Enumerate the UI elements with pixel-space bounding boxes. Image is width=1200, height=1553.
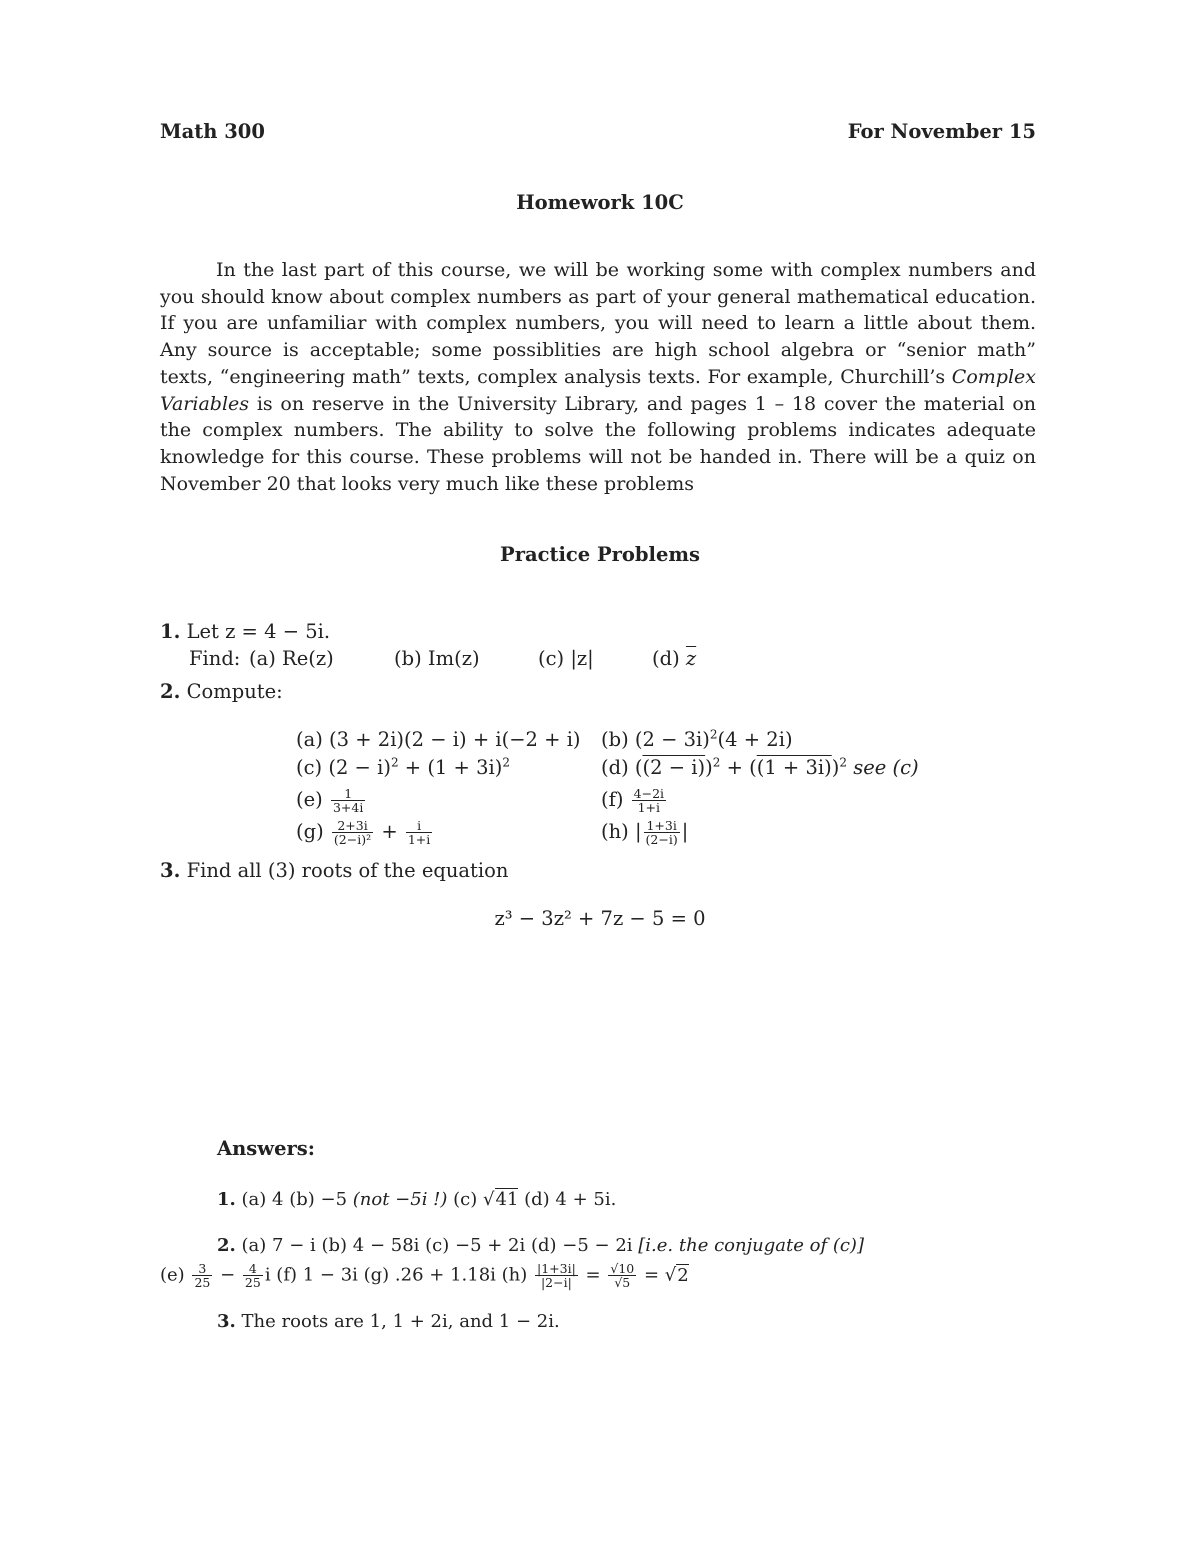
compute-f: (f) $\frac{4-2i}{1+i}$ — [601, 786, 665, 815]
compute-c: (c) $(2 - i)^2 + (1 + 3i)^2$ — [296, 755, 510, 779]
answer-2-line-1: 2. (a) 7 − i (b) 4 − 58i (c) −5 + 2i (d) −5 − 2i [i.e. the conjugate of (c)] — [217, 1235, 864, 1256]
answer-1: 1. (a) 4 (b) −5 (not −5i !) (c) √41 (d) 4 + 5i. — [217, 1189, 617, 1210]
problem-text: Compute: — [186, 680, 283, 703]
due-date: For November 15 — [847, 120, 1036, 143]
course-label: Math 300 — [160, 120, 265, 143]
compute-b: (b) $(2 - 3i)^2(4 + 2i)$ — [601, 727, 793, 751]
part-d: (d) $\overline{z}$ — [652, 647, 697, 670]
section-title: Practice Problems — [500, 543, 700, 566]
problem-number: 1. — [160, 620, 181, 643]
part-c: (c) |z| — [538, 647, 594, 670]
compute-h: (h) | $\frac{1+3i}{(2-i)}$ | — [601, 818, 689, 847]
part-b: (b) Im(z) — [394, 647, 480, 670]
compute-g: (g) $\frac{2+3i}{\text{(2−i)²}}$ + $\frac{i}{1+i}$ — [296, 818, 431, 847]
part-a: (a) Re(z) — [249, 647, 334, 670]
find-label: Find: — [189, 647, 241, 670]
problem-text: Let z = 4 − 5i. — [186, 620, 331, 643]
problem-3 — [160, 858, 508, 884]
compute-d: (d) $((2 - i))^2 + ((1 + 3i))^2$ see (c) — [601, 755, 919, 779]
conjugate-note: [i.e. the conjugate of (c)] — [638, 1235, 864, 1256]
book-title: Complex Variables — [160, 365, 1036, 415]
problem-number: 2. — [160, 680, 181, 703]
compute-a: (a) (3 + 2i)(2 − i) + i(−2 + i) — [296, 728, 581, 751]
not-note: (not −5i !) — [352, 1189, 448, 1210]
intro-text-2: is on reserve in the University Library, and pages 1 – 18 cover the material on the complex numbers. The ability to solve the following problems indicates adequate knowledge for this course. These problems will not be handed in. There will be a quiz on November 20 that looks very much like these problems — [160, 392, 1036, 495]
answer-2-line-2: (e) $\frac{3}{25}$ − $\frac{4}{25}$ i (f) 1 − 3i (g) .26 + 1.18i (h) $\frac{|1+3i|}{|2-i|}$ = $\frac{√10}{√5}$ = √2 — [160, 1261, 689, 1290]
answer-3: 3. The roots are 1, 1 + 2i, and 1 − 2i. — [217, 1311, 560, 1332]
intro-paragraph — [160, 257, 1036, 497]
intro-text-1: In the last part of this course, we will be working some with complex numbers and you should know about complex numbers as part of your general mathematical education. If you are unfamiliar with complex numbers, you will need to learn a little about them. Any source is acceptable; some possiblities are high school algebra or “senior math” texts, “engineering math” texts, complex analysis texts. For example, Churchill’s — [160, 259, 1036, 388]
problem-text: Find all (3) roots of the equation — [186, 859, 509, 882]
answers-title: Answers: — [217, 1137, 315, 1160]
see-c-note: see (c) — [853, 756, 919, 779]
cubic-equation: z³ − 3z² + 7z − 5 = 0 — [494, 907, 706, 930]
problem-2 — [160, 679, 283, 705]
problem-1 — [160, 619, 330, 645]
compute-e: (e) $\frac{1}{3+4i}$ — [296, 786, 364, 815]
page-title: Homework 10C — [516, 191, 684, 214]
problem-number: 3. — [160, 859, 181, 882]
